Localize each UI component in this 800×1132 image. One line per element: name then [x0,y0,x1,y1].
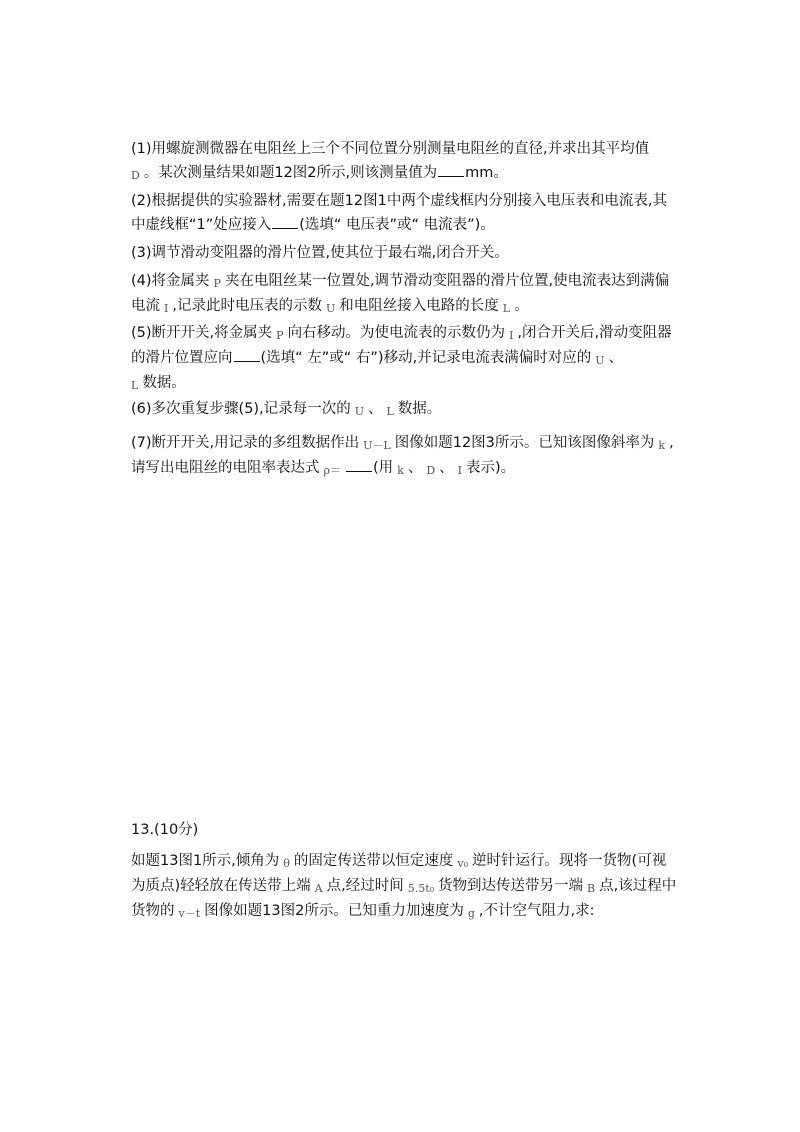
separator: 、 [367,401,383,417]
variable-theta: θ [283,857,290,870]
variable-i: I [509,329,514,342]
separator: 、 [439,460,454,476]
answer-blank[interactable] [272,215,298,229]
item-label: (7) [131,435,152,451]
item-text: ,记录此时电压表的示数 [172,298,322,314]
item-text: mm。 [465,165,508,181]
variable-a: A [314,882,323,895]
variable-u: U [354,405,364,418]
variable-k: k [397,464,404,477]
variable-p: P [276,329,284,342]
item-text: (选填“ 左”或“ 右”)移动,并记录电流表满偏时对应的 [260,350,592,366]
q13-text: 点,经过时间 [326,878,404,894]
variable-d: D [426,464,436,477]
item-1 [131,137,679,186]
item-text: 断开开关,将金属夹 [151,325,273,341]
item-text: 和电阻丝接入电路的长度 [339,298,499,314]
question-13-body [131,849,679,924]
variable-time: 5.5t₀ [407,882,435,895]
item-label: (3) [131,245,152,261]
q13-text: 的固定传送带以恒定速度 [293,853,454,869]
item-text: 数据。 [142,375,186,391]
item-text: 将金属夹 [151,273,210,289]
item-text: 断开开关,用记录的多组数据作出 [151,435,360,451]
item-text: 夹在电阻丝某一位置处,调节滑动变阻器的滑片位置,使电流表达到满偏电流 [131,273,670,314]
item-label: (5) [131,325,152,341]
separator: 、 [608,350,623,366]
item-text: 图像如题12图3所示。已知该图像斜率为 [394,435,655,451]
item-text: 多次重复步骤(5),记录每一次的 [151,401,351,417]
variable-i: I [164,302,169,315]
variable-rho: ρ＝ [323,464,341,477]
variable-v0: v₀ [457,857,469,870]
item-text: 。 [514,298,529,314]
variable-u-l: U－L [363,439,391,452]
variable-i: I [457,464,462,477]
q13-text: 点,该过程中货物的 [131,878,677,919]
q13-text: ,不计空气阻力,求: [478,903,595,919]
item-3 [131,241,679,265]
item-text: 根据提供的实验器材,需要在题12图1中两个虚线框内分别接入电压表和电流表,其中虚线框“1”处应接入 [131,193,667,233]
q13-text: 货物到达传送带另一端 [438,878,584,894]
item-5 [131,321,679,396]
variable-u: U [595,354,605,367]
variable-p: P [213,277,221,290]
variable-l: L [131,379,139,392]
variable-k: k [658,439,666,452]
answer-blank[interactable] [346,458,372,472]
item-text: (选填“ 电压表”或“ 电流表”)。 [299,217,495,233]
item-4 [131,269,679,319]
item-text: 表示)。 [466,460,516,476]
item-label: (4) [131,273,152,289]
question-13-heading: 13.(10分) [131,822,199,838]
variable-l: L [502,302,511,315]
separator: 、 [407,460,423,476]
item-text: ,闭合开关后,滑动变阻器的滑片位置应向 [131,325,672,366]
item-7 [131,431,679,481]
variable-l: L [386,405,394,418]
item-label: (2) [131,193,152,209]
item-text: 数据。 [397,401,442,417]
item-text: 。某次测量结果如题12图2所示,则该测量值为 [143,165,438,181]
item-text: (用 [372,460,394,476]
item-label: (6) [131,401,152,417]
q13-text: 逆时针运行。现将一货物(可视为质点)轻轻放在传送带上端 [131,853,667,894]
variable-u: U [325,302,336,315]
item-text: 用螺旋测微器在电阻丝上三个不同位置分别测量电阻丝的直径,并求出其平均值 [151,141,650,157]
item-text: ,请写出电阻丝的电阻率表达式 [131,435,674,476]
answer-blank[interactable] [438,163,464,177]
item-text: 向右移动。为使电流表的示数仍为 [287,325,506,341]
variable-g: g [467,907,475,920]
item-label: (1) [131,141,152,157]
q13-text: 图像如题13图2所示。已知重力加速度为 [204,903,464,919]
variable-d: D [131,169,140,182]
item-text: 调节滑动变阻器的滑片位置,使其位于最右端,闭合开关。 [151,245,509,261]
variable-b: B [587,882,596,895]
item-6 [131,397,679,422]
item-2 [131,189,679,237]
answer-blank[interactable] [234,348,260,362]
variable-v-t: v－t [178,907,201,920]
q13-text: 如题13图1所示,倾角为 [131,853,280,869]
